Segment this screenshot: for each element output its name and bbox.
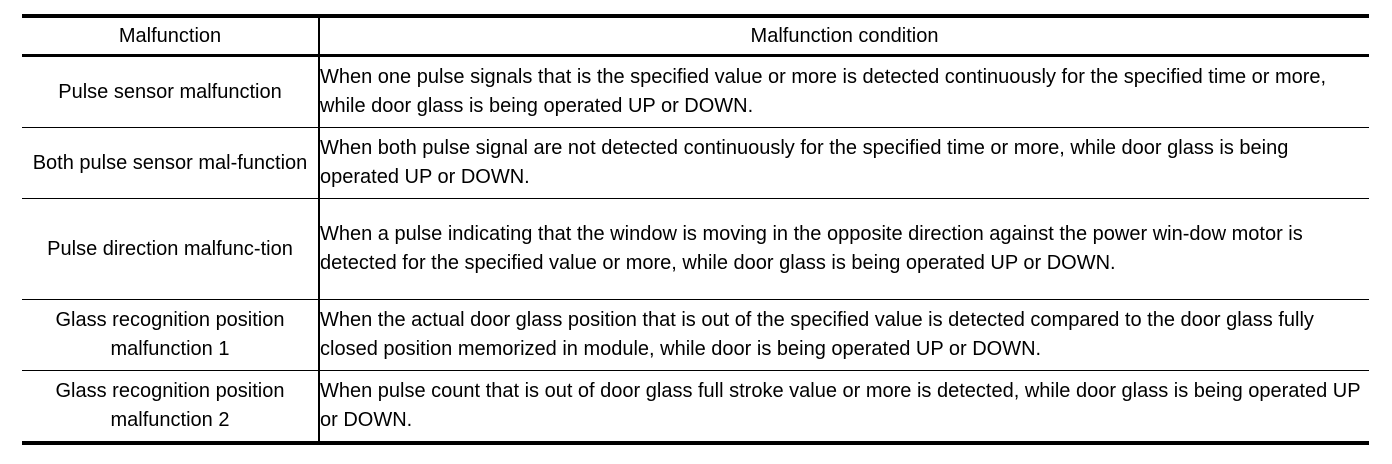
malfunction-condition-cell: When a pulse indicating that the window is moving in the opposite direction against the power win-dow motor is detected for the specified value or more, while door glass is being operated UP or DOWN.	[319, 199, 1369, 300]
malfunction-table	[22, 14, 1369, 445]
header-malfunction: Malfunction	[22, 16, 319, 56]
table-row	[22, 199, 1369, 300]
malfunction-condition-cell: When the actual door glass position that is out of the specified value is detected compared to the door glass fully closed position memorized in module, while door is being operated UP or DOWN.	[319, 300, 1369, 371]
header-malfunction-condition: Malfunction condition	[319, 16, 1369, 56]
table-body	[22, 56, 1369, 444]
table-row	[22, 128, 1369, 199]
table-row	[22, 56, 1369, 128]
malfunction-condition-cell: When both pulse signal are not detected continuously for the specified time or more, while door glass is being operated UP or DOWN.	[319, 128, 1369, 199]
malfunction-name-cell: Glass recognition position malfunction 1	[22, 300, 319, 371]
malfunction-name-cell: Pulse direction malfunc-tion	[22, 199, 319, 300]
malfunction-name-cell: Both pulse sensor mal-function	[22, 128, 319, 199]
malfunction-name-cell: Pulse sensor malfunction	[22, 56, 319, 128]
table-row	[22, 300, 1369, 371]
table-row	[22, 371, 1369, 444]
header-row	[22, 16, 1369, 56]
malfunction-name-cell: Glass recognition position malfunction 2	[22, 371, 319, 444]
malfunction-condition-cell: When one pulse signals that is the specified value or more is detected continuously for the specified time or more, while door glass is being operated UP or DOWN.	[319, 56, 1369, 128]
table-header	[22, 16, 1369, 56]
malfunction-condition-cell: When pulse count that is out of door glass full stroke value or more is detected, while door glass is being operated UP or DOWN.	[319, 371, 1369, 444]
